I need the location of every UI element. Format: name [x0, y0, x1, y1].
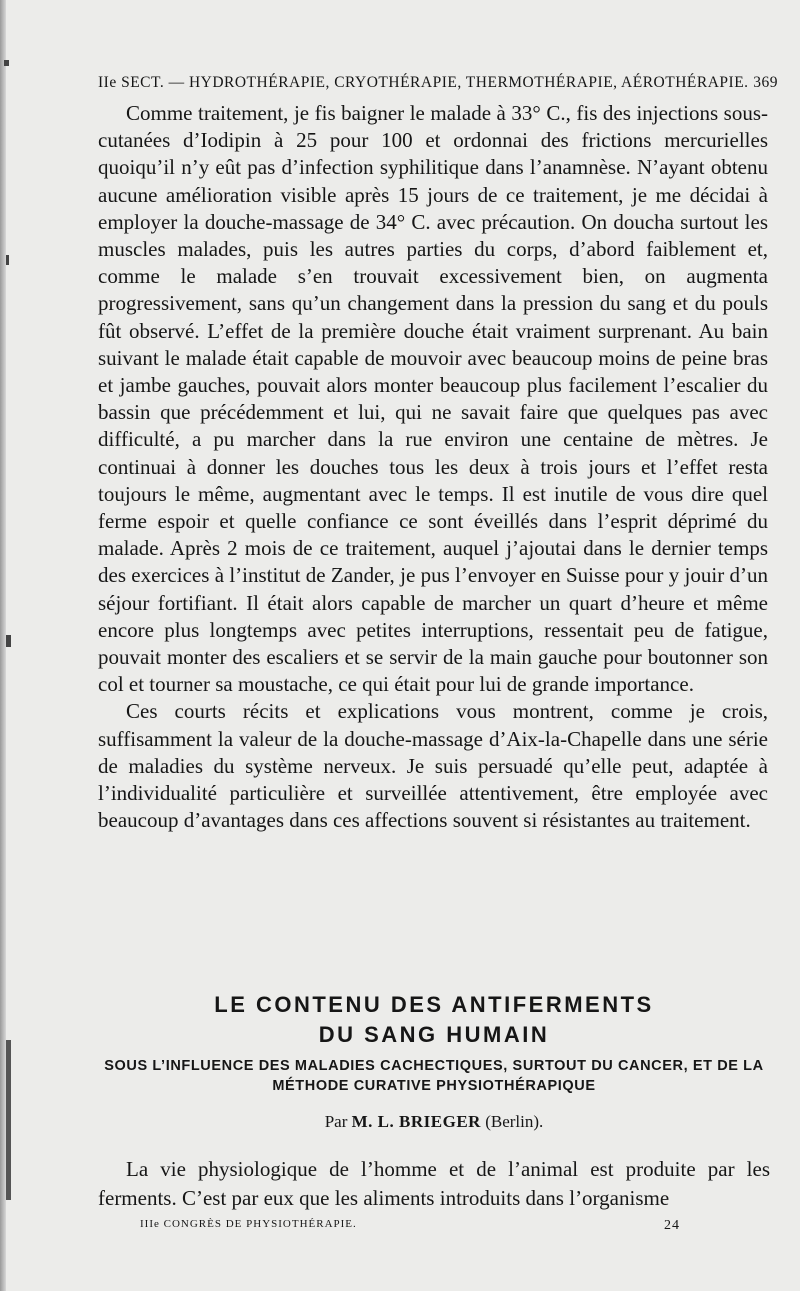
paragraph: La vie physiologique de l’homme et de l’animal est produite par les ferments. C’est par eux que les aliments introduits dans l’organisme — [98, 1157, 770, 1210]
article-title-line1: LE CONTENU DES ANTIFERMENTS — [214, 992, 654, 1017]
running-header — [98, 74, 778, 92]
header-page-number: 369 — [753, 74, 778, 91]
margin-mark — [4, 60, 9, 66]
footer-congress: IIIe CONGRÈS DE PHYSIOTHÉRAPIE. — [140, 1218, 357, 1230]
page-footer — [140, 1218, 680, 1234]
paragraph: Comme traitement, je fis baigner le malade à 33° C., fis des injections sous-cutanées d’Iodipin à 25 pour 100 et ordonnai des frictions mercurielles quoiqu’il n’y eût pas d’infection syphilitique dans l’anamnèse. N’ayant obtenu aucune amélioration visible après 15 jours de ce traitement, je me décidai à employer la douche-massage de 34° C. avec précaution. On doucha surtout les muscles malades, puis les autres parties du corps, d’abord faiblement et, comme le malade s’en trouvait excessivement bien, on augmenta progressivement, sans qu’un changement dans la pression du sang et du pouls fût observé. L’effet de la première douche était vraiment surprenant. Au bain suivant le malade était capable de mouvoir avec beaucoup moins de peine bras et jambe gauches, pouvait alors monter beaucoup plus facilement l’escalier du bassin que précédemment et lui, qui ne savait faire que quelques pas avec difficulté, a pu marcher dans la rue environ une centaine de mètres. Je continuai à donner les douches tous les deux à trois jours et l’effet resta toujours le même, augmentant avec le temps. Il est inutile de vous dire quel ferme espoir et quelle confiance ce sont éveillés dans l’esprit déprimé du malade. Après 2 mois de ce traitement, auquel j’ajoutai dans le dernier temps des exercices à l’institut de Zander, je pus l’envoyer en Suisse pour y jouir d’un séjour fortifiant. Il était alors capable de marcher un quart d’heure et même encore plus longtemps avec petites interruptions, ressentait peu de fatigue, pouvait monter des escaliers et se servir de la main gauche pour boutonner son col et tourner sa moustache, ce qui était pour lui de grande importance. — [98, 101, 768, 697]
margin-mark — [6, 1040, 11, 1200]
footer-signature: 24 — [664, 1218, 680, 1233]
author-prefix: Par — [324, 1112, 348, 1131]
margin-mark — [6, 635, 11, 647]
author-line — [98, 1112, 770, 1132]
header-section: IIe SECT. — HYDROTHÉRAPIE, CRYOTHÉRAPIE, THERMOTHÉRAPIE, AÉROTHÉRAPIE. — [98, 74, 749, 91]
margin-mark — [6, 255, 9, 265]
article2-body — [98, 1155, 770, 1213]
article1-body — [98, 100, 768, 834]
article-title-line2: DU SANG HUMAIN — [318, 1022, 550, 1047]
paragraph: Ces courts récits et explications vous montrent, comme je crois, suffisamment la valeur de la douche-massage d’Aix-la-Chapelle dans une série de maladies du système nerveux. Je suis persuadé qu’elle peut, adaptée à l’individualité particulière et surveillée attentivement, être employée avec beaucoup d’avantages dans ces affections souvent si résistantes au traitement. — [98, 699, 768, 833]
author-city: (Berlin). — [485, 1112, 544, 1131]
article2-heading — [98, 990, 770, 1132]
article-subtitle: SOUS L’INFLUENCE DES MALADIES CACHECTIQUES, SURTOUT DU CANCER, ET DE LA MÉTHODE CURATIVE PHYSIOTHÉRAPIQUE — [104, 1058, 764, 1094]
author-name: M. L. BRIEGER — [351, 1112, 481, 1131]
